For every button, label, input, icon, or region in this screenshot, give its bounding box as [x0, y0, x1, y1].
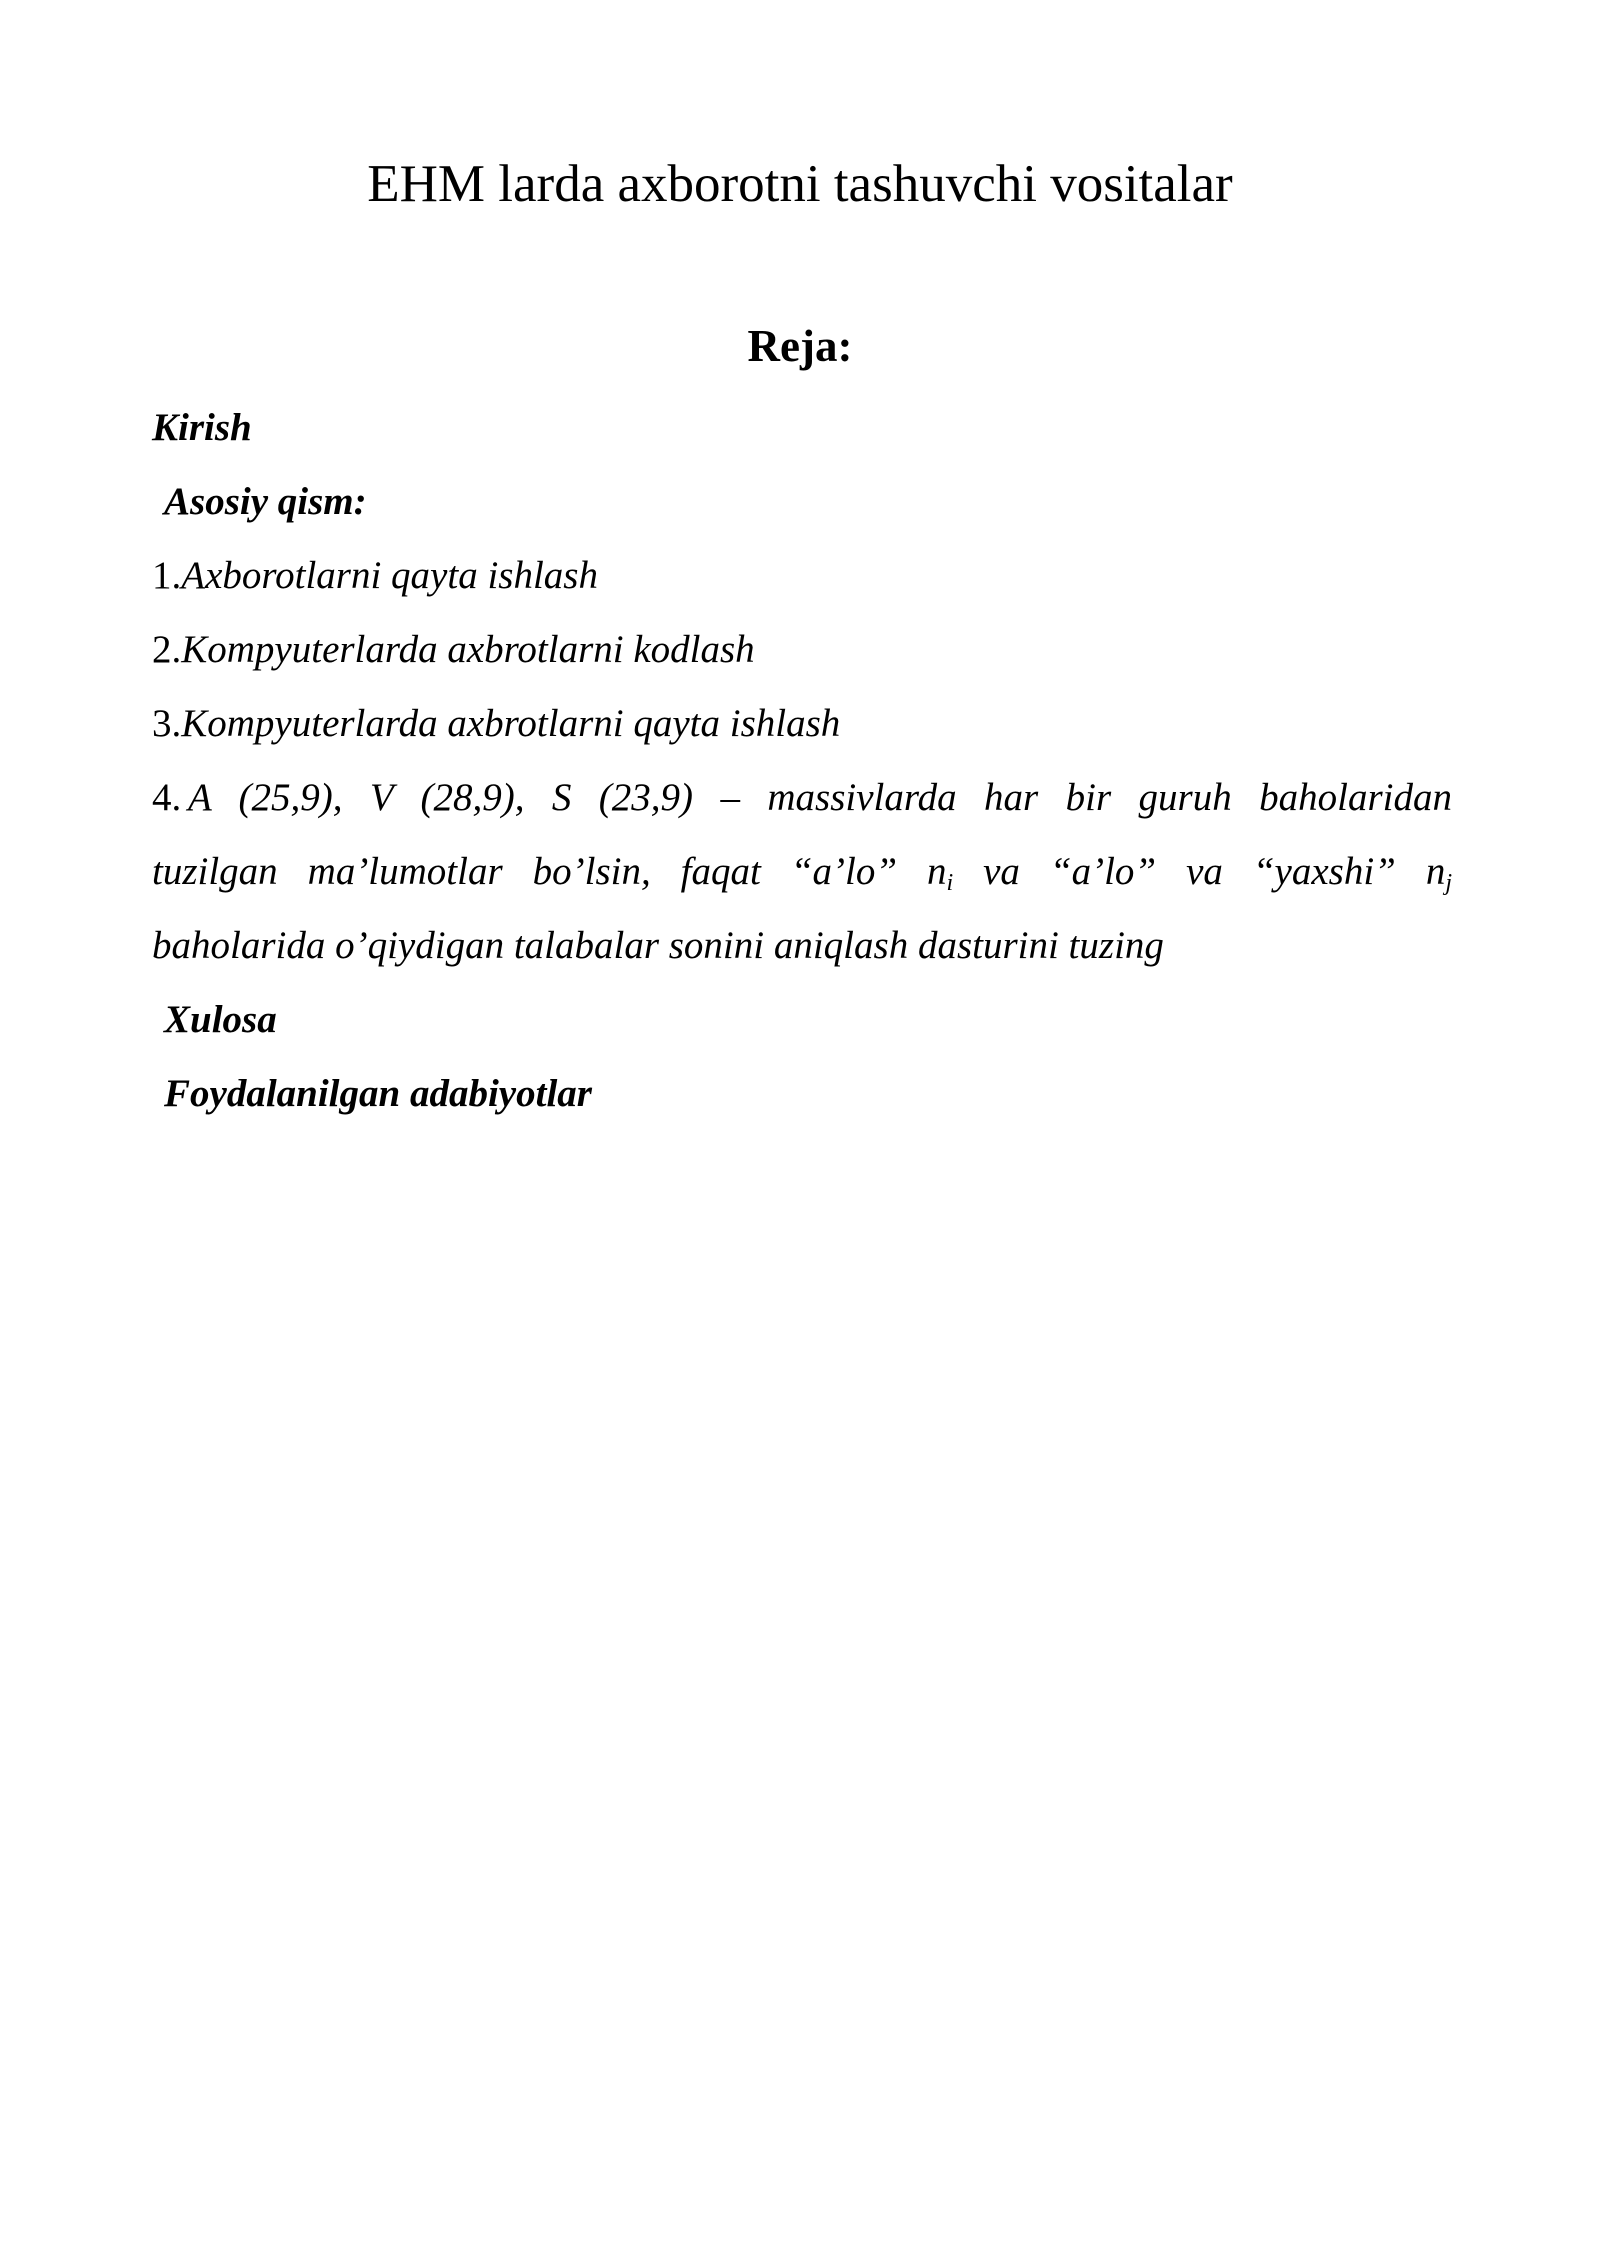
plan-item-number: 3. [152, 702, 182, 745]
main-part-heading: Asosiy qism: [164, 480, 367, 523]
plan-item-4-line-2-part-b: va “a’lo” va “yaxshi” n [953, 850, 1446, 893]
subscript-j: j [1445, 870, 1452, 896]
plan-item-text: Axborotlarni qayta ishlash [181, 554, 598, 597]
references-heading: Foydalanilgan adabiyotlar [164, 1072, 592, 1115]
plan-item-text: Kompyuterlarda axbrotlarni qayta ishlash [181, 702, 841, 745]
plan-item-4-line-3: baholarida o’qiydigan talabalar sonini aniqlash dasturini tuzing [152, 924, 1164, 967]
plan-item-2 [152, 626, 755, 674]
subscript-i: i [946, 870, 954, 896]
plan-item-4-line-2-part-a: tuzilgan ma’lumotlar bo’lsin, faqat “a’lo” n [152, 850, 947, 893]
plan-item-3 [152, 700, 840, 748]
plan-item-number: 2. [152, 628, 182, 671]
conclusion-heading: Xulosa [164, 998, 277, 1041]
plan-item-number: 1. [152, 554, 182, 597]
plan-heading: Reja: [747, 321, 853, 371]
plan-item-text: Kompyuterlarda axbrotlarni kodlash [181, 628, 755, 671]
plan-item-number: 4. [152, 776, 182, 819]
plan-item-4-line-2 [152, 848, 1452, 896]
plan-item-4-line-1: A (25,9), V (28,9), S (23,9) – massivlarda har bir guruh baholaridan [188, 776, 1452, 819]
plan-item-1 [152, 552, 598, 600]
document-title: EHM larda axborotni tashuvchi vositalar [367, 155, 1233, 213]
intro-heading: Kirish [152, 406, 252, 449]
